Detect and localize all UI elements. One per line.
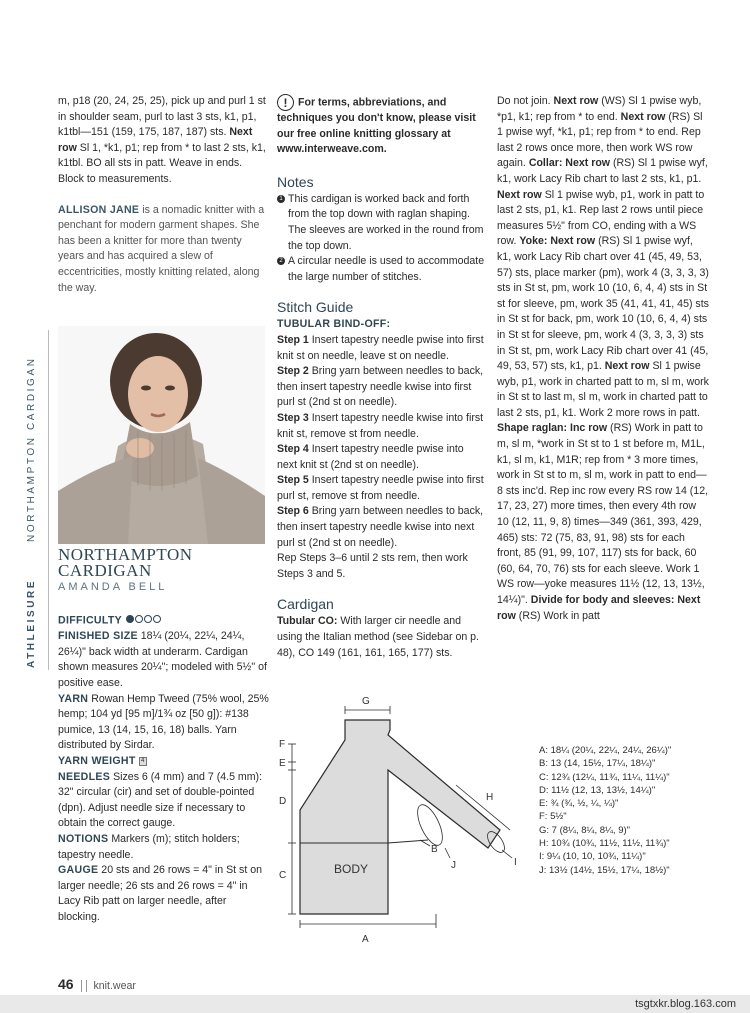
step-item: Step 5 Insert tapestry needle pwise into first purl st, remove st from needle. [277, 474, 484, 502]
step-item: Step 4 Insert tapestry needle pwise into next knit st (2nd st on needle). [277, 443, 464, 471]
watermark: tsgtxkr.blog.163.com [635, 998, 736, 1010]
needles: NEEDLES Sizes 6 (4 mm) and 7 (4.5 mm): 32" circular (cir) and set of double-pointed (dpn). Adjust needle size if necessary to obtain the correct gauge. [58, 770, 263, 830]
pattern-title-block [58, 547, 268, 593]
yarn-weight: YARN WEIGHT 4 [58, 754, 270, 770]
difficulty: DIFFICULTY [58, 613, 270, 629]
measurements-legend [539, 744, 729, 877]
bio-name: ALLISON JANE [58, 203, 140, 216]
sidebar-section-label: ATHLEISURE [26, 578, 37, 668]
schematic-diagram [270, 690, 540, 960]
diagram-label-i: I [514, 857, 517, 868]
column-middle [277, 94, 485, 661]
diagram-label-g: G [362, 696, 370, 707]
pattern-continuation: m, p18 (20, 24, 25, 25), pick up and purl 1 st in shoulder seam, purl to last 3 sts, k1, p1, k1tbl—151 (159, 175, 187, 187) sts. Next row Sl 1, *k1, p1; rep from * to last 2 sts, k1, k1tbl. BO all sts in patt. Weave in ends. Block to measurements. [58, 95, 266, 185]
legend-item: C: 12¾ (12¼, 11¾, 11¼, 11¼)" [539, 771, 670, 783]
notes-heading: Notes [277, 173, 314, 190]
magazine-name: knit.wear [93, 980, 136, 992]
glossary-tip: ! For terms, abbreviations, and techniques you don't know, please visit our free online knitting glossary at www.interweave.com. [277, 96, 476, 156]
exclamation-icon: ! [277, 94, 294, 111]
difficulty-rating-icon [125, 613, 161, 629]
yarn-weight-icon: 4 [139, 757, 147, 766]
bullet-1-icon: 1 [277, 195, 285, 203]
next-row-label: Next row [58, 126, 253, 154]
bullet-2-icon: 2 [277, 257, 285, 265]
sidebar-divider [48, 330, 49, 670]
diagram-label-c: C [279, 870, 287, 881]
step-item: Step 2 Bring yarn between needles to back, then insert tapestry needle kwise into first purl st (2nd st on needle). [277, 365, 484, 409]
step-item: Step 3 Insert tapestry needle kwise into first knit st, remove st from needle. [277, 411, 484, 440]
designer-name: AMANDA BELL [58, 581, 168, 593]
pattern-specs [58, 613, 270, 925]
column-right [497, 94, 709, 624]
yarn: YARN Rowan Hemp Tweed (75% wool, 25% hemp; 104 yd [95 m]/1¾ oz [50 g]): #138 pumice, 13 (14, 15, 16, 18) balls. Yarn distributed by Sirdar. [58, 692, 269, 752]
legend-item: A: 18¼ (20¼, 22¼, 24¼, 26¼)" [539, 745, 672, 756]
notions: NOTIONS Markers (m); stitch holders; tapestry needle. [58, 832, 240, 861]
cardigan-instructions: Do not join. Next row (WS) Sl 1 pwise wyb, *p1, k1; rep from * to end. Next row (RS) Sl 1 pwise wyf, *k1, p1; rep from * to end. Rep last 2 rows once more, then work WS row again. Collar: Next row (RS) Sl 1 pwise wyf, k1, work Lacy Rib chart to last 2 sts, k1, p1. Next row Sl 1 pwise wyb, p1, work in patt to last 2 sts, p1, k1. Rep last 2 rows until piece measures 5½" from CO, ending with a WS row. Yoke: Next row (RS) Sl 1 pwise wyf, k1, work Lacy Rib chart over 41 (45, 49, 53, 57) sts, place marker (pm), work 4 (3, 3, 3, 3) sts in St st, pm, work 10 (10, 6, 4, 4) sts in St st for sleeve, pm, work 35 (41, 41, 41, 45) sts in St st for back, pm, work 10 (10, 6, 4, 4) sts in St st for sleeve, pm, work 4 (3, 3, 3, 3) sts in St st, pm, work Lacy Rib chart over 41 (45, 49, 53, 57) sts, k1, p1. Next row Sl 1 pwise wyb, p1, work in charted patt to m, sl m, work in St st to last m, sl m, work in charted patt to last 2 sts, p1, k1. Work 2 more rows in patt. Shape raglan: Inc row (RS) Work in patt to m, sl m, *work in St st to 1 st before m, M1L, k1, sl m, k1, M1R; rep from * 3 more times, work in St st to m, sl m, work in patt to end—8 sts inc'd. Rep inc row every RS row 14 (12, 17, 23, 27) more times, then every 4th row 10 (12, 11, 9, 8) times—349 (361, 393, 429, 465) sts: 72 (75, 83, 91, 98) sts for each front, 85 (91, 99, 107, 117) sts for back, 60 (60, 64, 70, 76) sts for each sleeve. Work 1 WS row—yoke measures 11½ (12, 13, 13½, 14¼)". Divide for body and sleeves: Next row (RS) Work in patt [497, 95, 709, 622]
step-item: Step 6 Bring yarn between needles to back, then insert tapestry needle kwise into next purl st (2nd st on needle). [277, 505, 484, 549]
legend-item: B: 13 (14, 15½, 17¼, 18¼)" [539, 758, 656, 770]
legend-item: F: 5½" [539, 811, 567, 823]
cardigan-heading: Cardigan [277, 596, 334, 613]
diagram-label-d: D [279, 796, 287, 807]
diagram-label-f: F [279, 739, 286, 750]
legend-item: J: 13½ (14½, 15½, 17¼, 18½)" [539, 864, 670, 876]
page-footer [58, 976, 136, 992]
stitch-guide-heading: Stitch Guide [277, 299, 354, 316]
model-photo [58, 326, 265, 544]
diagram-label-h: H [486, 792, 494, 803]
note-item: 2 A circular needle is used to accommodate the large number of stitches. [277, 254, 485, 285]
pattern-title: NORTHAMPTON CARDIGAN [58, 545, 193, 580]
legend-item: H: 10¾ (10¾, 11½, 11½, 11¾)" [539, 838, 670, 850]
diagram-label-e: E [279, 758, 286, 769]
gauge: GAUGE 20 sts and 26 rows = 4" in St st on larger needle; 26 sts and 26 rows = 4" in Lacy Rib patt on larger needle, after blocking. [58, 864, 262, 923]
vertical-sidebar [22, 330, 42, 670]
diagram-label-j: J [451, 860, 456, 871]
diagram-label-a: A [362, 934, 369, 945]
legend-item: E: ¾ (¾, ½, ¼, ¼)" [539, 798, 619, 810]
diagram-label-b: B [431, 844, 438, 855]
tubular-bind-off-heading: TUBULAR BIND-OFF: [277, 318, 391, 331]
legend-item: D: 11½ (12, 13, 13½, 14¼)" [539, 784, 656, 796]
tubular-co: Tubular CO: With larger cir needle and using the Italian method (see Sidebar on p. 48), CO 149 (161, 161, 165, 177) sts. [277, 615, 480, 659]
page-number: 46 [58, 976, 74, 992]
note-item: 1 This cardigan is worked back and forth from the top down with raglan shaping. The sleeves are worked in the round from the top down. [277, 192, 485, 254]
finished-size: FINISHED SIZE 18¼ (20¼, 22¼, 24¼, 26¼)" back width at underarm. Cardigan shown measures 20¼"; modeled with 5½" of positive ease. [58, 630, 267, 689]
column-left [58, 94, 268, 296]
diagram-body-label: BODY [334, 862, 369, 876]
repeat-instruction: Rep Steps 3–6 until 2 sts rem, then work Steps 3 and 5. [277, 552, 468, 580]
designer-bio: ALLISON JANE is a nomadic knitter with a penchant for modern garment shapes. She has been a knitter for more than twenty years and has acquired a slew of eccentricities, mostly knitting related, along the way. [58, 203, 265, 294]
sidebar-pattern-label: NORTHAMPTON CARDIGAN [26, 356, 37, 542]
legend-item: I: 9¼ (10, 10, 10¾, 11¼)" [539, 851, 646, 863]
step-item: Step 1 Insert tapestry needle pwise into first knit st on needle, leave st on needle. [277, 333, 484, 362]
legend-item: G: 7 (8¼, 8¼, 8¼, 9)" [539, 824, 631, 836]
